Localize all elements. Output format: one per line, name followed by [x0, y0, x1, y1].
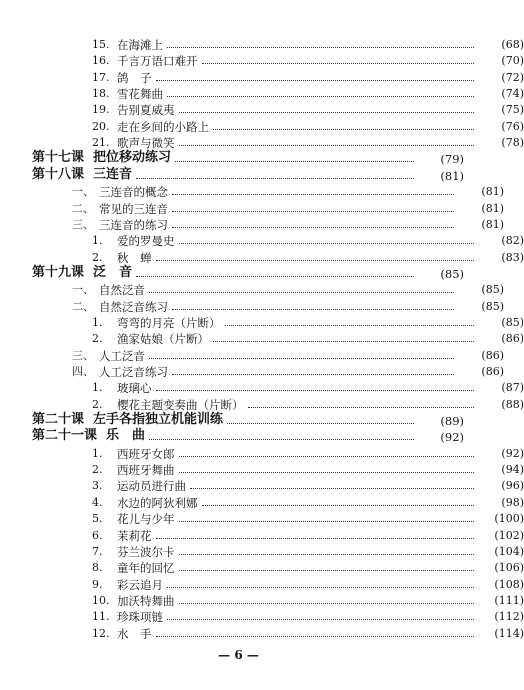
entry-title: 西班牙舞曲	[117, 463, 175, 478]
entry-page-number: (76)	[501, 119, 524, 133]
entry-title: 弯弯的月亮（片断）	[117, 315, 221, 330]
entry-number: 4.	[92, 495, 103, 509]
entry-number: 7.	[92, 544, 103, 558]
entry-page-number: (81)	[440, 168, 464, 183]
entry-title: 常见的三连音	[99, 201, 168, 216]
dot-leader	[156, 635, 475, 637]
entry-number: 11.	[92, 610, 110, 624]
entry-number: 二、	[72, 299, 94, 313]
entry-number: 第二十课	[32, 412, 85, 428]
entry-number: 1.	[92, 446, 103, 460]
entry-number: 5.	[92, 512, 103, 526]
entry-page-number: (87)	[501, 381, 524, 395]
entry-page-number: (102)	[494, 528, 524, 542]
entry-page-number: (74)	[501, 87, 524, 101]
entry-title: 歌声与微笑	[117, 136, 175, 151]
entry-number: 19.	[92, 103, 110, 117]
entry-number: 第十七课	[32, 150, 85, 166]
entry-page-number: (85)	[481, 283, 504, 297]
entry-number: 2.	[92, 463, 103, 477]
entry-title: 童年的回忆	[117, 561, 175, 576]
entry-title: 人工泛音练习	[99, 365, 168, 379]
entry-title: 在海滩上	[117, 38, 163, 52]
entry-page-number: (72)	[501, 70, 524, 84]
entry-number: 16.	[92, 54, 110, 68]
toc-entry-song	[0, 621, 524, 641]
entry-page-number: (81)	[481, 185, 504, 199]
entry-number: 四、	[72, 365, 94, 378]
entry-number: 一、	[72, 283, 94, 297]
entry-page-number: (96)	[501, 479, 524, 493]
entry-title: 茉莉花	[117, 528, 152, 543]
entry-title: 西班牙女郎	[117, 446, 175, 461]
entry-number: 一、	[72, 185, 94, 199]
entry-number: 3.	[92, 479, 103, 493]
entry-number: 20.	[92, 119, 110, 133]
entry-title: 彩云追月	[117, 577, 163, 592]
entry-page-number: (89)	[440, 414, 464, 429]
entry-page-number: (111)	[494, 593, 524, 607]
entry-page-number: (112)	[494, 610, 524, 624]
entry-title: 千言万语口难开	[117, 54, 198, 69]
entry-page-number: (94)	[501, 463, 524, 477]
entry-page-number: (92)	[440, 430, 464, 445]
entry-page-number: (106)	[494, 561, 524, 575]
entry-number: 8.	[92, 561, 103, 575]
entry-number: 1.	[92, 234, 103, 248]
entry-title: 雪花舞曲	[117, 87, 163, 102]
page-number: — 6 —	[218, 648, 259, 662]
entry-title: 芬兰波尔卡	[117, 544, 175, 559]
entry-number: 2.	[92, 397, 103, 411]
entry-title: 水 手	[117, 626, 152, 641]
entry-title: 珍珠项链	[117, 610, 163, 625]
entry-title: 水边的阿狄利娜	[117, 495, 198, 510]
entry-page-number: (100)	[494, 512, 524, 526]
entry-page-number: (85)	[440, 266, 464, 281]
entry-page-number: (81)	[481, 217, 504, 231]
entry-number: 15.	[92, 38, 110, 51]
entry-title: 秋 蝉	[117, 250, 152, 265]
entry-number: 三、	[72, 217, 94, 231]
entry-page-number: (108)	[494, 577, 524, 591]
entry-page-number: (82)	[501, 234, 524, 248]
entry-title: 三连音的练习	[99, 217, 168, 232]
entry-number: 18.	[92, 87, 110, 101]
entry-page-number: (86)	[481, 365, 504, 378]
entry-title: 乐 曲	[106, 428, 146, 444]
entry-page-number: (98)	[501, 495, 524, 509]
entry-title: 渔家姑娘（片断）	[117, 332, 209, 347]
entry-title: 自然泛音练习	[99, 299, 168, 314]
entry-number: 6.	[92, 528, 103, 542]
entry-number: 二、	[72, 201, 94, 215]
entry-page-number: (88)	[501, 397, 524, 411]
entry-number: 三、	[72, 348, 94, 362]
entry-page-number: (85)	[501, 315, 524, 329]
entry-number: 12.	[92, 626, 110, 640]
entry-page-number: (78)	[501, 136, 524, 150]
entry-title: 人工泛音	[99, 348, 145, 363]
entry-number: 2.	[92, 250, 103, 264]
entry-title: 三连音	[93, 166, 133, 182]
entry-title: 把位移动练习	[93, 150, 172, 166]
entry-title: 玻璃心	[117, 381, 152, 396]
entry-title: 樱花主题变奏曲（片断）	[117, 397, 244, 412]
entry-page-number: (104)	[494, 544, 524, 558]
entry-page-number: (70)	[501, 54, 524, 68]
entry-title: 泛 音	[93, 264, 133, 280]
entry-title: 告别夏威夷	[117, 103, 175, 118]
entry-number: 9.	[92, 577, 103, 591]
entry-number: 第十九课	[32, 264, 85, 280]
entry-title: 自然泛音	[99, 283, 145, 298]
entry-page-number: (83)	[501, 250, 524, 264]
entry-page-number: (114)	[494, 626, 524, 640]
entry-number: 第十八课	[32, 166, 85, 182]
entry-number: 21.	[92, 136, 110, 150]
entry-title: 走在乡间的小路上	[117, 119, 209, 134]
entry-title: 加沃特舞曲	[117, 593, 175, 608]
entry-page-number: (92)	[501, 446, 524, 460]
entry-page-number: (75)	[501, 103, 524, 117]
entry-title: 爱的罗曼史	[117, 234, 175, 249]
entry-number: 1.	[92, 381, 103, 395]
entry-number: 17.	[92, 70, 110, 84]
entry-number: 10.	[92, 593, 110, 607]
entry-page-number: (86)	[501, 332, 524, 346]
entry-title: 鸽 子	[117, 70, 152, 85]
entry-page-number: (68)	[501, 38, 524, 51]
entry-number: 第二十一课	[32, 428, 98, 444]
entry-page-number: (85)	[481, 299, 504, 313]
entry-title: 左手各指独立机能训练	[93, 412, 224, 428]
entry-page-number: (81)	[481, 201, 504, 215]
entry-title: 三连音的概念	[99, 185, 168, 200]
entry-number: 2.	[92, 332, 103, 346]
entry-page-number: (86)	[481, 348, 504, 362]
entry-number: 1.	[92, 315, 103, 329]
entry-title: 运动员进行曲	[117, 479, 186, 494]
entry-title: 花儿与少年	[117, 512, 175, 527]
entry-page-number: (79)	[440, 152, 464, 167]
